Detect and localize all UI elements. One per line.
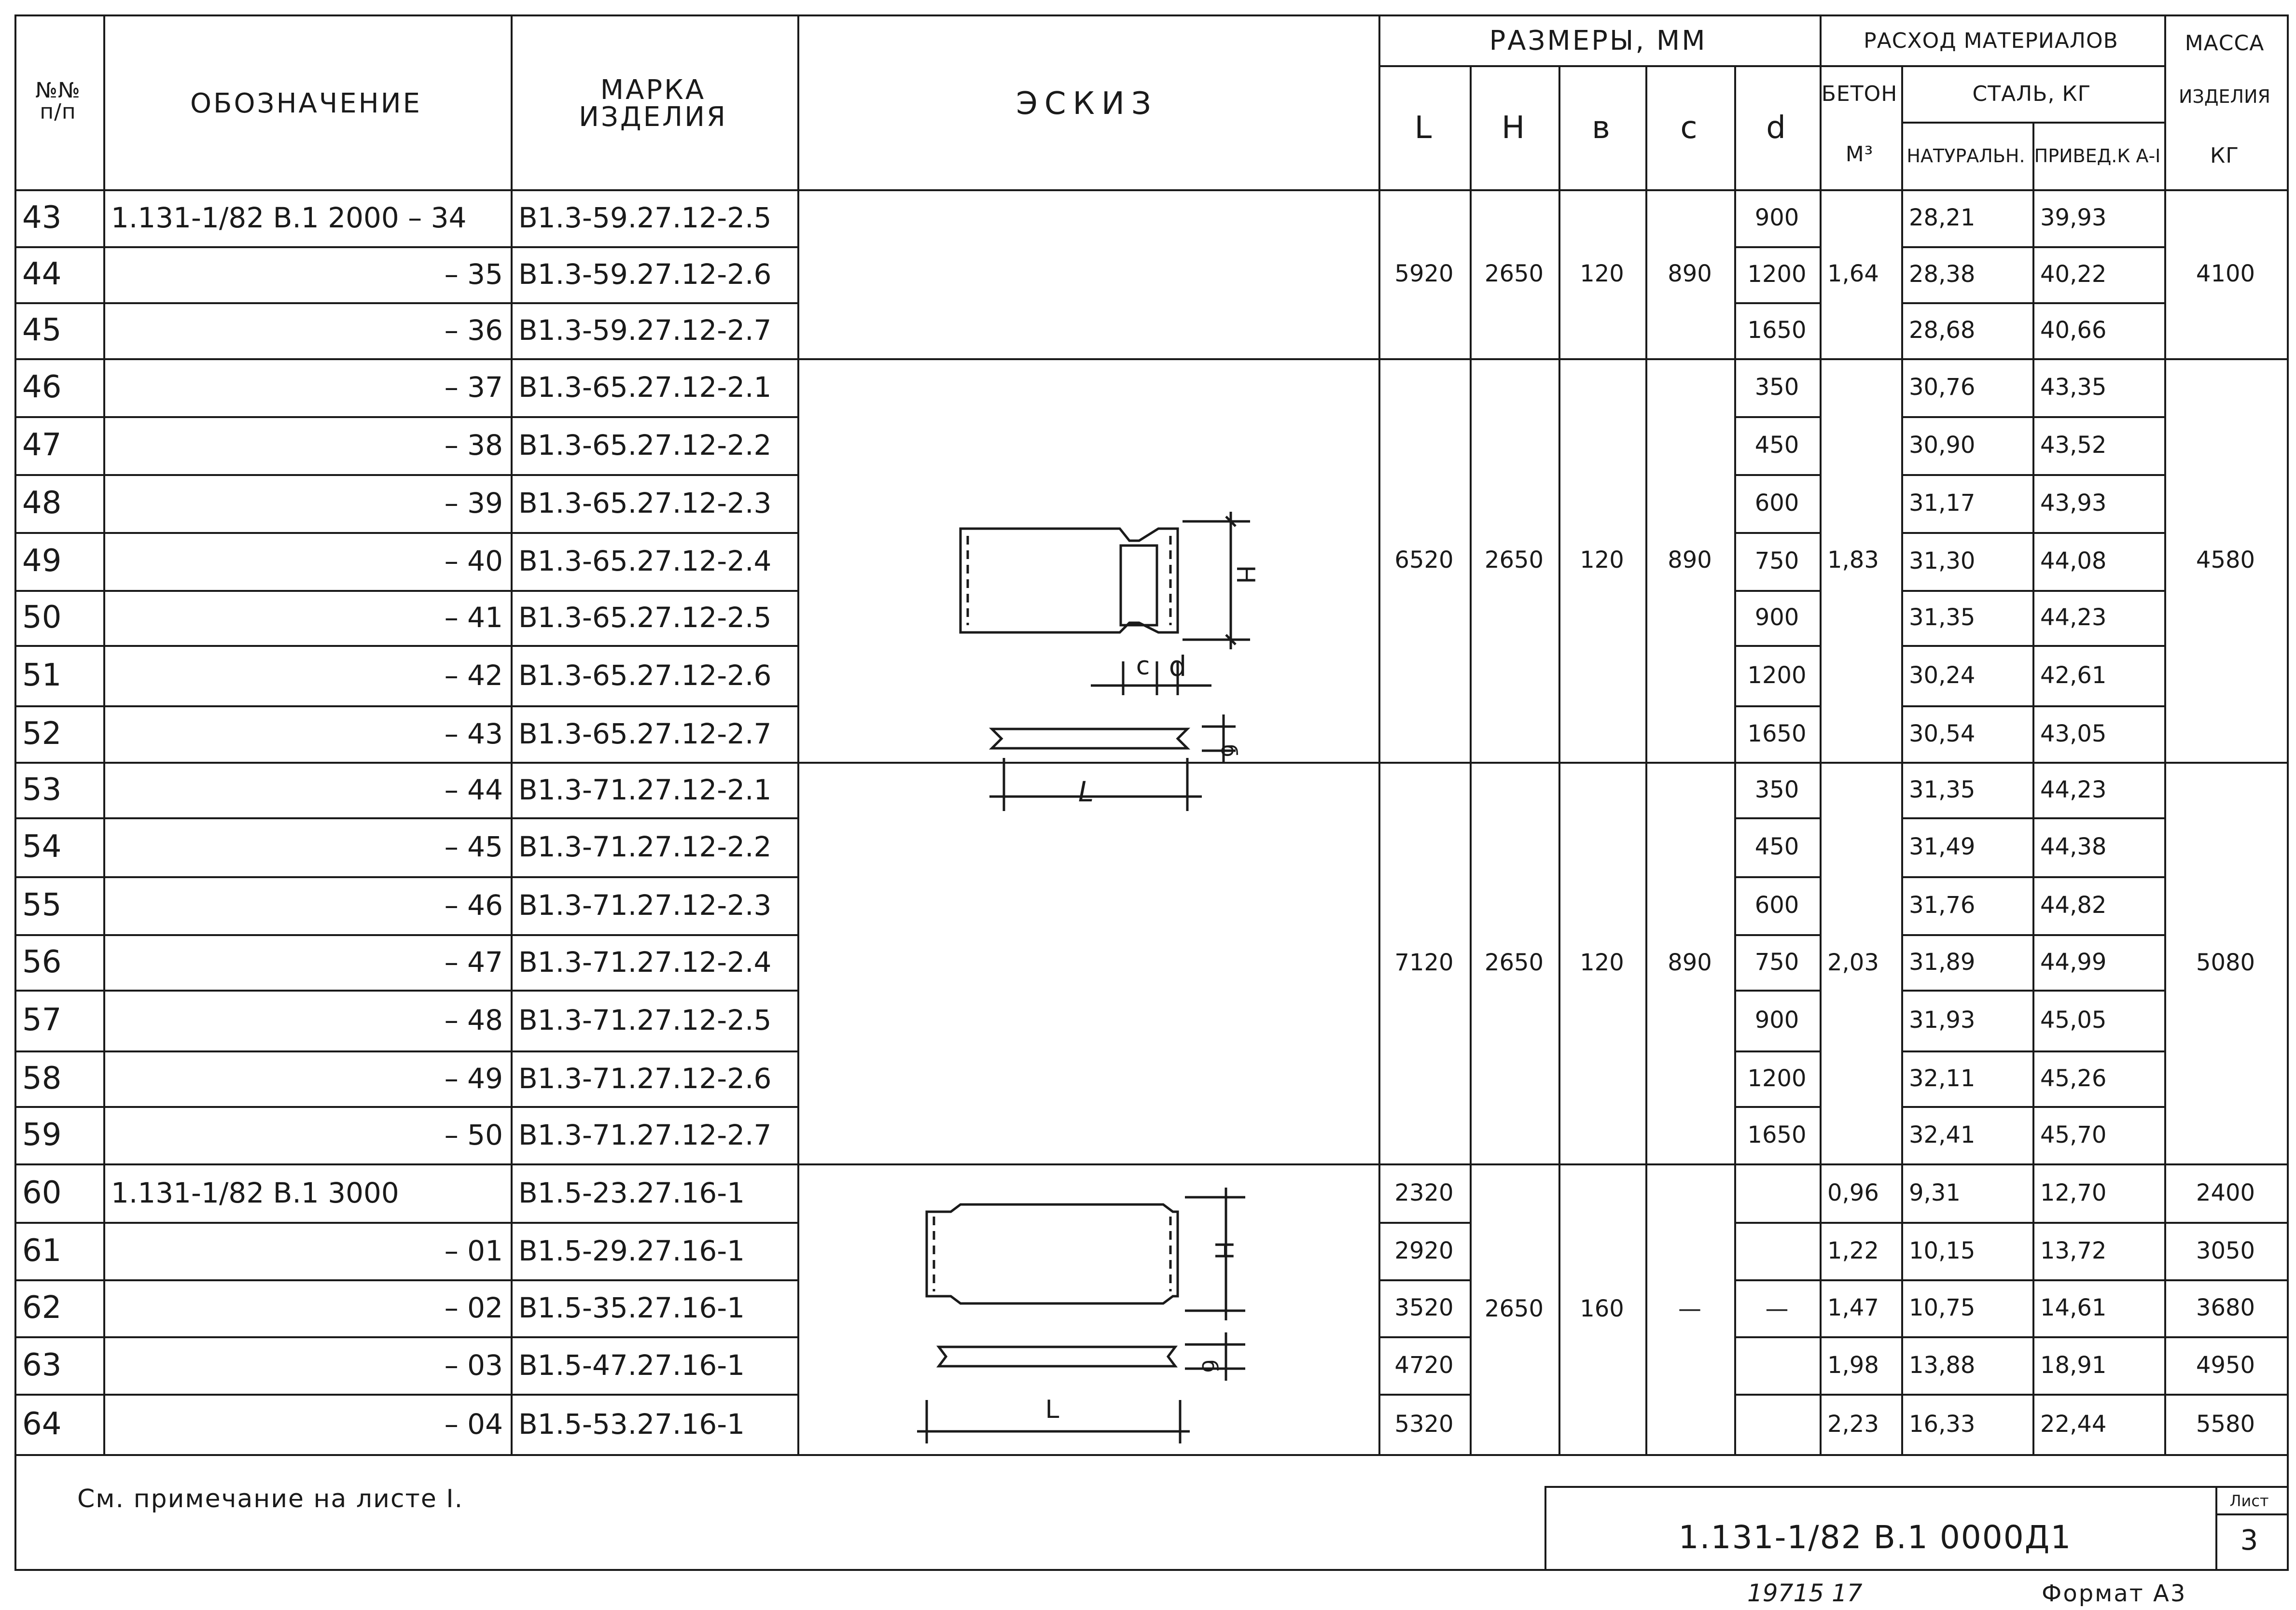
group-beton: 2,03 xyxy=(1827,949,1879,976)
row-steel-natural: 30,24 xyxy=(1909,661,1976,689)
stamp-list-number: 3 xyxy=(2240,1524,2258,1556)
group-L: 7120 xyxy=(1394,949,1454,976)
group-L: 6520 xyxy=(1394,546,1454,574)
row-oboznachenie: – 02 xyxy=(444,1291,503,1324)
row-oboznachenie: – 45 xyxy=(444,830,503,863)
row-steel-natural: 30,90 xyxy=(1909,432,1976,459)
row-oboznachenie: – 35 xyxy=(444,258,503,291)
row-marka: В1.3-71.27.12-2.7 xyxy=(518,1118,772,1151)
row-marka: В1.3-71.27.12-2.4 xyxy=(518,945,772,979)
row-steel-natural: 10,15 xyxy=(1909,1237,1976,1264)
note-text: См. примечание на листе I. xyxy=(77,1484,464,1513)
group-c: 890 xyxy=(1668,949,1712,976)
row-steel-reduced: 45,05 xyxy=(2040,1007,2107,1034)
group-b: 120 xyxy=(1580,546,1624,574)
row-marka: В1.3-65.27.12-2.4 xyxy=(518,545,772,577)
row-beton: 1,22 xyxy=(1827,1237,1879,1264)
row-number: 55 xyxy=(22,887,62,923)
row-oboznachenie: – 01 xyxy=(444,1234,503,1267)
row-oboznachenie: – 39 xyxy=(444,487,503,519)
row-marka: В1.3-65.27.12-2.3 xyxy=(518,487,772,519)
row-number: 62 xyxy=(22,1290,62,1326)
row-steel-reduced: 14,61 xyxy=(2040,1294,2107,1321)
header-oboznachenie: ОБОЗНАЧЕНИЕ xyxy=(190,88,422,119)
row-oboznachenie: – 46 xyxy=(444,889,503,922)
row-d: 750 xyxy=(1754,948,1799,976)
row-oboznachenie: – 48 xyxy=(444,1004,503,1036)
row-steel-reduced: 39,93 xyxy=(2040,204,2107,231)
row-steel-natural: 9,31 xyxy=(1909,1179,1961,1206)
sketch1-label-c: c xyxy=(1136,652,1150,681)
row-oboznachenie: – 42 xyxy=(444,658,503,692)
grid-line xyxy=(1820,14,1822,1454)
group-massa: 4100 xyxy=(2196,260,2255,287)
row-marka: В1.5-47.27.16-1 xyxy=(518,1348,745,1382)
grid-line xyxy=(2164,14,2166,1454)
grid-line xyxy=(14,14,2289,16)
group-H: 2650 xyxy=(1484,546,1544,574)
grid-line xyxy=(1545,1486,2287,1488)
grid-line xyxy=(103,14,105,1454)
grid-line xyxy=(14,1454,2287,1456)
group-b: 120 xyxy=(1580,949,1624,976)
row-oboznachenie: – 49 xyxy=(444,1062,503,1095)
row-L: 2320 xyxy=(1394,1179,1454,1206)
row-number: 48 xyxy=(22,485,62,521)
row-number: 44 xyxy=(22,256,62,292)
grid-line xyxy=(1378,14,1380,1454)
row-steel-reduced: 43,93 xyxy=(2040,490,2107,517)
sketch1-label-H: H xyxy=(1231,565,1260,584)
row-number: 54 xyxy=(22,829,62,865)
row-steel-reduced: 40,22 xyxy=(2040,261,2107,288)
row-marka: В1.3-71.27.12-2.3 xyxy=(518,889,772,922)
grid-line xyxy=(1470,65,1472,1454)
row-massa: 3680 xyxy=(2196,1294,2255,1321)
row-steel-reduced: 44,99 xyxy=(2040,948,2107,976)
header-beton-unit: М³ xyxy=(1845,142,1874,167)
row-oboznachenie: – 44 xyxy=(444,773,503,806)
row-number: 61 xyxy=(22,1232,62,1269)
sketch1-label-b: б xyxy=(1216,744,1241,757)
row-d: 350 xyxy=(1754,374,1799,401)
row-marka: В1.3-59.27.12-2.7 xyxy=(518,314,772,347)
row-d: 450 xyxy=(1754,432,1799,459)
row-steel-reduced: 40,66 xyxy=(2040,317,2107,344)
row-d: 1200 xyxy=(1747,661,1807,689)
row-steel-reduced: 43,52 xyxy=(2040,432,2107,459)
header-col-d: d xyxy=(1766,110,1786,146)
row-d: 600 xyxy=(1754,490,1799,517)
header-razmery: РАЗМЕРЫ, ММ xyxy=(1489,25,1707,56)
group-c: 890 xyxy=(1668,260,1712,287)
row-steel-natural: 32,11 xyxy=(1909,1064,1976,1092)
header-col-c: c xyxy=(1680,110,1698,146)
grid-line xyxy=(2032,122,2034,1454)
row-steel-natural: 32,41 xyxy=(1909,1121,1976,1148)
row-marka: В1.3-71.27.12-2.6 xyxy=(518,1062,772,1095)
row-steel-reduced: 43,05 xyxy=(2040,720,2107,747)
row-steel-reduced: 18,91 xyxy=(2040,1351,2107,1379)
header-massa-unit: КГ xyxy=(2210,143,2240,168)
inventory-number: 19715 17 xyxy=(1747,1579,1863,1607)
row-number: 52 xyxy=(22,715,62,752)
row-steel-reduced: 44,23 xyxy=(2040,604,2107,631)
row-steel-reduced: 22,44 xyxy=(2040,1410,2107,1438)
row-oboznachenie: – 36 xyxy=(444,314,503,347)
row-marka: В1.3-59.27.12-2.6 xyxy=(518,258,772,291)
header-raskhod: РАСХОД МАТЕРИАЛОВ xyxy=(1864,28,2118,53)
grid-line xyxy=(511,14,513,1454)
row-oboznachenie: 1.131-1/82 В.1 2000 – 34 xyxy=(111,201,467,234)
grid-line xyxy=(14,1569,2289,1571)
row-steel-reduced: 44,38 xyxy=(2040,833,2107,860)
row-d: 1200 xyxy=(1747,261,1807,288)
row-oboznachenie: – 38 xyxy=(444,429,503,462)
row-oboznachenie: – 03 xyxy=(444,1348,503,1382)
row-beton: 1,47 xyxy=(1827,1294,1879,1321)
row-steel-reduced: 44,23 xyxy=(2040,776,2107,803)
row-number: 45 xyxy=(22,312,62,348)
header-beton: БЕТОН xyxy=(1821,82,1898,106)
group-H: 2650 xyxy=(1484,260,1544,287)
grid-line xyxy=(1645,65,1647,1454)
group-beton: 1,64 xyxy=(1827,260,1879,287)
row-d: 600 xyxy=(1754,892,1799,919)
sketch2-label-H: H xyxy=(1209,1241,1238,1260)
group-H: 2650 xyxy=(1484,949,1544,976)
row-marka: В1.3-65.27.12-2.1 xyxy=(518,371,772,404)
row-number: 46 xyxy=(22,369,62,405)
row-number: 51 xyxy=(22,657,62,693)
panel-sketch-2 xyxy=(907,1183,1255,1453)
row-d: 900 xyxy=(1754,1007,1799,1034)
header-priveden: ПРИВЕД.К А-I xyxy=(2034,145,2161,167)
row-L: 3520 xyxy=(1394,1294,1454,1321)
grid-line xyxy=(1901,65,1903,1454)
row-steel-reduced: 42,61 xyxy=(2040,661,2107,689)
header-col-b: в xyxy=(1592,110,1610,146)
row-steel-reduced: 45,26 xyxy=(2040,1064,2107,1092)
group-b: 160 xyxy=(1580,1295,1624,1322)
group-c: 890 xyxy=(1668,546,1712,574)
group-H: 2650 xyxy=(1484,1295,1544,1322)
row-marka: В1.5-29.27.16-1 xyxy=(518,1234,745,1267)
row-marka: В1.5-35.27.16-1 xyxy=(518,1291,745,1324)
row-number: 43 xyxy=(22,200,62,236)
row-number: 50 xyxy=(22,600,62,635)
row-oboznachenie: – 37 xyxy=(444,371,503,404)
row-oboznachenie: – 43 xyxy=(444,717,503,750)
sketch1-label-L: L xyxy=(1078,775,1094,808)
row-steel-reduced: 12,70 xyxy=(2040,1179,2107,1206)
group-massa: 4580 xyxy=(2196,546,2255,574)
row-marka: В1.5-53.27.16-1 xyxy=(518,1407,745,1441)
row-d: 900 xyxy=(1754,204,1799,231)
row-massa: 5580 xyxy=(2196,1410,2255,1438)
sketch1-label-d: d xyxy=(1169,650,1187,683)
row-steel-natural: 13,88 xyxy=(1909,1351,1976,1379)
row-number: 49 xyxy=(22,543,62,579)
row-marka: В1.3-71.27.12-2.2 xyxy=(518,830,772,863)
grid-line xyxy=(1545,1486,1546,1569)
header-marka: МАРКА ИЗДЕЛИЯ xyxy=(579,74,727,133)
row-number: 56 xyxy=(22,944,62,980)
row-marka: В1.3-65.27.12-2.7 xyxy=(518,717,772,750)
row-L: 5320 xyxy=(1394,1410,1454,1438)
sketch2-label-b: б xyxy=(1197,1359,1222,1373)
row-steel-reduced: 44,08 xyxy=(2040,547,2107,574)
row-marka: В1.3-59.27.12-2.5 xyxy=(518,201,772,234)
row-steel-natural: 31,35 xyxy=(1909,604,1976,631)
row-number: 47 xyxy=(22,427,62,463)
grid-line xyxy=(1820,65,2164,67)
row-steel-reduced: 13,72 xyxy=(2040,1237,2107,1264)
row-oboznachenie: – 47 xyxy=(444,945,503,979)
sketch2-label-L: L xyxy=(1045,1395,1059,1424)
row-marka: В1.3-65.27.12-2.2 xyxy=(518,429,772,462)
row-oboznachenie: – 41 xyxy=(444,601,503,634)
grid-line xyxy=(2287,14,2289,1569)
row-d: 1200 xyxy=(1747,1064,1807,1092)
row-d: 1650 xyxy=(1747,720,1807,747)
row-beton: 0,96 xyxy=(1827,1179,1879,1206)
header-col-L: L xyxy=(1414,110,1432,146)
row-steel-reduced: 43,35 xyxy=(2040,374,2107,401)
row-steel-natural: 30,54 xyxy=(1909,720,1976,747)
row-steel-natural: 31,49 xyxy=(1909,833,1976,860)
row-beton: 2,23 xyxy=(1827,1410,1879,1438)
group-massa: 5080 xyxy=(2196,949,2255,976)
row-massa: 3050 xyxy=(2196,1237,2255,1264)
row-d: 750 xyxy=(1754,547,1799,574)
header-eskiz: ЭСКИЗ xyxy=(1016,86,1158,122)
row-massa: 2400 xyxy=(2196,1179,2255,1206)
grid-line xyxy=(2215,1513,2287,1515)
row-oboznachenie: 1.131-1/82 В.1 3000 xyxy=(111,1176,399,1209)
row-d: 350 xyxy=(1754,776,1799,803)
group-c: — xyxy=(1678,1295,1701,1322)
row-steel-natural: 16,33 xyxy=(1909,1410,1976,1438)
row-number: 64 xyxy=(22,1406,62,1442)
header-stal: СТАЛЬ, КГ xyxy=(1972,82,2091,106)
header-naturaln: НАТУРАЛЬН. xyxy=(1906,145,2025,167)
grid-line xyxy=(2215,1486,2217,1569)
row-steel-natural: 31,35 xyxy=(1909,776,1976,803)
row-d: 900 xyxy=(1754,604,1799,631)
group-b: 120 xyxy=(1580,260,1624,287)
row-steel-natural: 31,89 xyxy=(1909,948,1976,976)
row-steel-reduced: 45,70 xyxy=(2040,1121,2107,1148)
header-massa: МАССА xyxy=(2185,31,2265,56)
row-steel-natural: 28,68 xyxy=(1909,317,1976,344)
row-oboznachenie: – 50 xyxy=(444,1118,503,1151)
header-massa-izd: ИЗДЕЛИЯ xyxy=(2179,86,2270,107)
group-d: — xyxy=(1765,1295,1789,1322)
row-marka: В1.3-65.27.12-2.6 xyxy=(518,658,772,692)
row-number: 60 xyxy=(22,1175,62,1211)
row-d: 450 xyxy=(1754,833,1799,860)
row-steel-natural: 30,76 xyxy=(1909,374,1976,401)
row-L: 2920 xyxy=(1394,1237,1454,1264)
row-beton: 1,98 xyxy=(1827,1351,1879,1379)
row-number: 63 xyxy=(22,1347,62,1383)
row-number: 58 xyxy=(22,1060,62,1096)
row-d: 1650 xyxy=(1747,1121,1807,1148)
row-marka: В1.5-23.27.16-1 xyxy=(518,1176,745,1209)
row-steel-natural: 31,76 xyxy=(1909,892,1976,919)
row-marka: В1.3-71.27.12-2.5 xyxy=(518,1004,772,1036)
group-L: 5920 xyxy=(1394,260,1454,287)
grid-line xyxy=(797,14,799,1454)
row-number: 59 xyxy=(22,1117,62,1153)
group-beton: 1,83 xyxy=(1827,546,1879,574)
row-L: 4720 xyxy=(1394,1351,1454,1379)
row-marka: В1.3-65.27.12-2.5 xyxy=(518,601,772,634)
grid-line xyxy=(1558,65,1560,1454)
stamp-document-code: 1.131-1/82 В.1 0000Д1 xyxy=(1678,1519,2072,1556)
grid-line xyxy=(1734,65,1736,1454)
row-steel-natural: 28,21 xyxy=(1909,204,1976,231)
row-steel-natural: 10,75 xyxy=(1909,1294,1976,1321)
row-oboznachenie: – 04 xyxy=(444,1407,503,1441)
row-oboznachenie: – 40 xyxy=(444,545,503,577)
row-steel-natural: 28,38 xyxy=(1909,261,1976,288)
row-steel-reduced: 44,82 xyxy=(2040,892,2107,919)
row-d: 1650 xyxy=(1747,317,1807,344)
header-num: №№ п/п xyxy=(35,78,81,124)
row-number: 53 xyxy=(22,771,62,808)
row-steel-natural: 31,17 xyxy=(1909,490,1976,517)
row-marka: В1.3-71.27.12-2.1 xyxy=(518,773,772,806)
row-steel-natural: 31,93 xyxy=(1909,1007,1976,1034)
grid-line xyxy=(1378,65,1820,67)
header-col-H: H xyxy=(1501,110,1525,146)
row-steel-natural: 31,30 xyxy=(1909,547,1976,574)
format-label: Формат А3 xyxy=(2042,1580,2187,1607)
row-massa: 4950 xyxy=(2196,1351,2255,1379)
row-number: 57 xyxy=(22,1002,62,1038)
stamp-list-label: Лист xyxy=(2229,1492,2269,1510)
